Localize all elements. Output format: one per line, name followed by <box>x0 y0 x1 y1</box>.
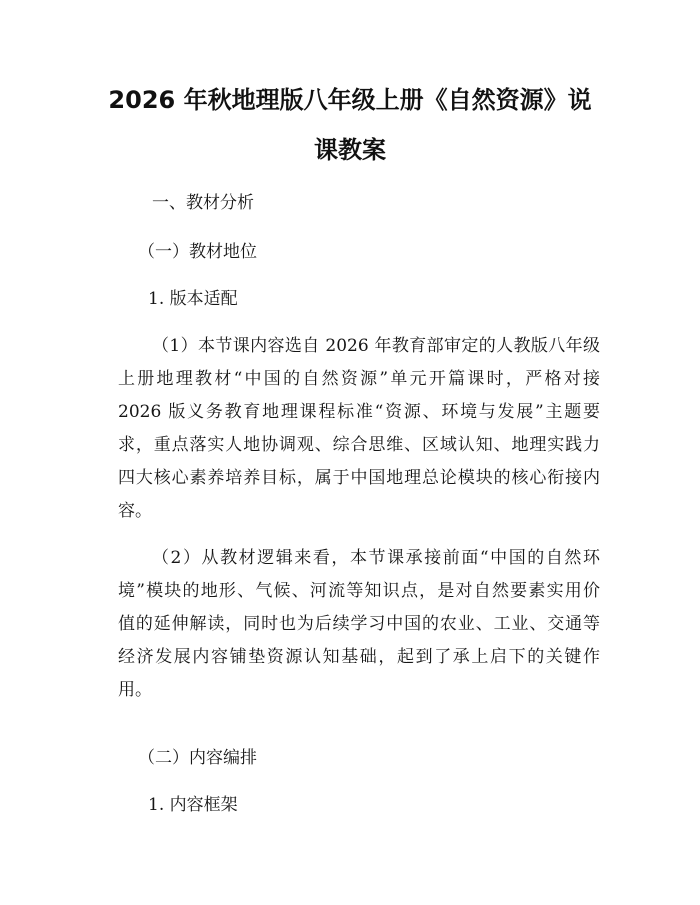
paragraph-2-line-3: 值的延伸解读，同时也为后续学习中国的农业、工业、交通等 <box>118 614 600 634</box>
item-heading-version-adaptation: 1. 版本适配 <box>148 289 238 309</box>
item-heading-content-framework: 1. 内容框架 <box>148 795 238 815</box>
section-heading-textbook-analysis: 一、教材分析 <box>152 193 254 213</box>
paragraph-1-line-5: 四大核心素养培养目标，属于中国地理总论模块的核心衔接内 <box>118 468 600 488</box>
document-title-line-2: 课教案 <box>314 136 386 164</box>
paragraph-2-line-5: 用。 <box>118 680 152 700</box>
paragraph-2-line-4: 经济发展内容铺垫资源认知基础，起到了承上启下的关键作 <box>118 647 600 667</box>
paragraph-1-line-2: 上册地理教材“中国的自然资源”单元开篇课时，严格对接 <box>118 369 600 389</box>
paragraph-2-line-2: 境”模块的地形、气候、河流等知识点，是对自然要素实用价 <box>118 581 600 601</box>
paragraph-1-line-4: 求，重点落实人地协调观、综合思维、区域认知、地理实践力 <box>118 435 600 455</box>
document-title-line-1: 2026 年秋地理版八年级上册《自然资源》说 <box>108 86 592 114</box>
subsection-heading-content-arrangement: （二）内容编排 <box>138 748 257 768</box>
paragraph-2-line-1: （2）从教材逻辑来看，本节课承接前面“中国的自然环 <box>152 548 600 568</box>
paragraph-1-line-1: （1）本节课内容选自 2026 年教育部审定的人教版八年级 <box>152 336 600 356</box>
subsection-heading-textbook-position: （一）教材地位 <box>138 242 257 262</box>
paragraph-1-line-3: 2026 版义务教育地理课程标准“资源、环境与发展”主题要 <box>118 402 600 422</box>
paragraph-1-line-6: 容。 <box>118 501 152 521</box>
